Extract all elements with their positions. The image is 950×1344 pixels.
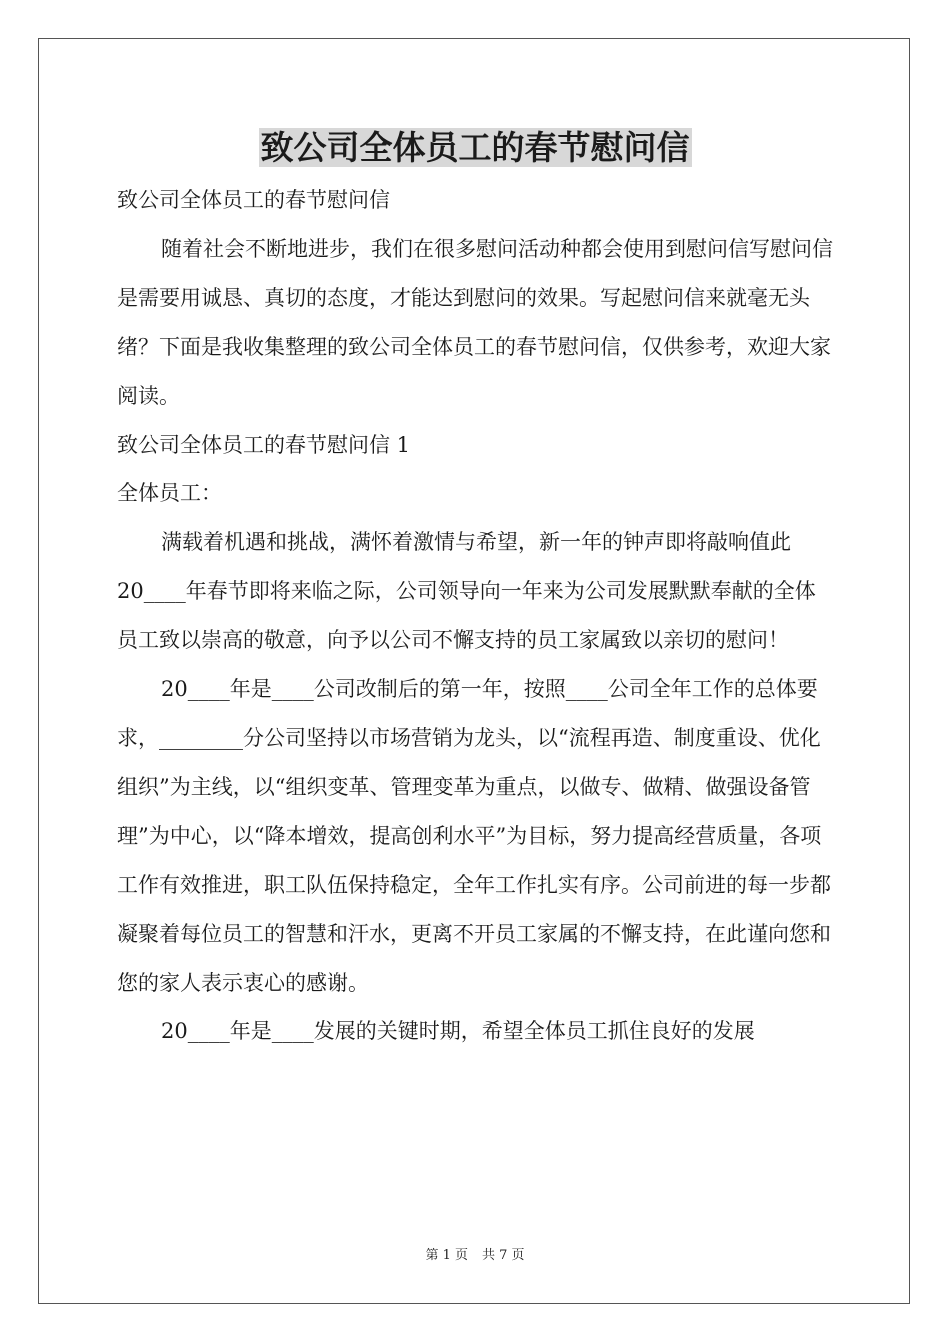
page-number-total: 共 7 页 (482, 1248, 525, 1263)
document-title (0, 124, 950, 172)
paragraph-greeting: 满载着机遇和挑战，满怀着激情与希望，新一年的钟声即将敲响值此 20____年春节即将来临之际，公司领导向一年来为公司发展默默奉献的全体员工致以崇高的敬意，向予以公司不懈支持的员工家属致以亲切的慰问！ (117, 530, 816, 653)
page-footer (0, 1246, 950, 1266)
paragraph-subtitle: 致公司全体员工的春节慰问信 (117, 188, 390, 212)
paragraph-salutation: 全体员工： (117, 481, 222, 506)
document-title-text: 致公司全体员工的春节慰问信 (260, 128, 690, 167)
paragraph-review: 20____年是____公司改制后的第一年，按照____公司全年工作的总体要求，________分公司坚持以市场营销为龙头，以“流程再造、制度重设、优化组织”为主线，以“组织变革、管理变革为重点，以做专、做精、做强设备管理”为中心，以“降本增效，提高创利水平”为目标，努力提高经营质量，各项工作有效推进，职工队伍保持稳定，全年工作扎实有序。公司前进的每一步都凝聚着每位员工的智慧和汗水，更离不开员工家属的不懈支持，在此谨向您和您的家人表示衷心的感谢。 (117, 677, 831, 995)
paragraph-outlook: 20____年是____发展的关键时期，希望全体员工抓住良好的发展 (161, 1019, 755, 1044)
paragraph-intro: 随着社会不断地进步，我们在很多慰问活动种都会使用到慰问信写慰问信是需要用诚恳、真切的态度，才能达到慰问的效果。写起慰问信来就毫无头绪？下面是我收集整理的致公司全体员工的春节慰问信，仅供参考，欢迎大家阅读。 (117, 236, 833, 408)
paragraph-letter-heading: 致公司全体员工的春节慰问信 1 (117, 432, 411, 457)
document-body (117, 176, 833, 1056)
page-number-current: 第 1 页 (425, 1248, 468, 1263)
